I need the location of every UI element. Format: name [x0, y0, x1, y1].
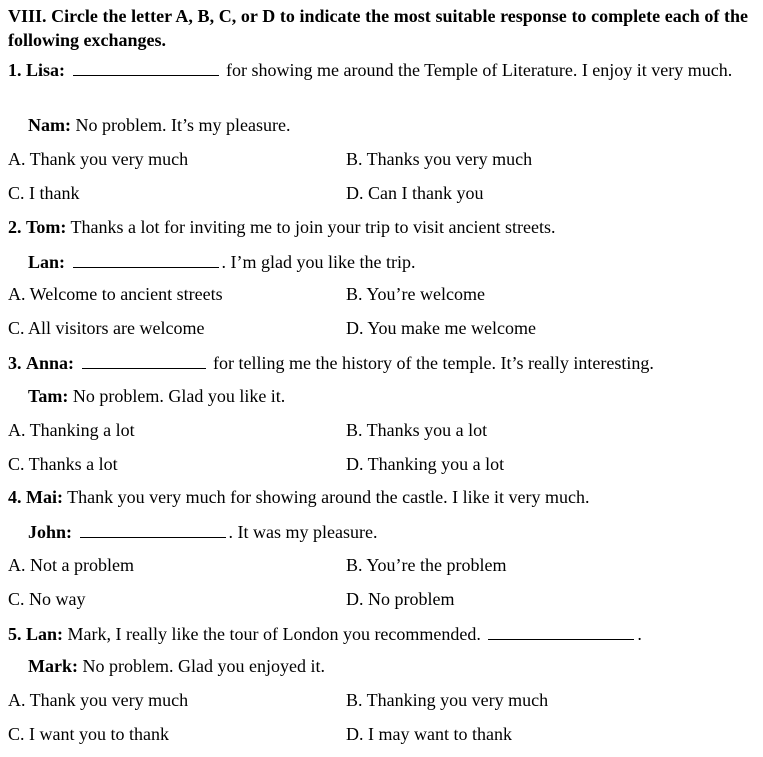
speaker-name: Lisa: — [26, 60, 66, 80]
option-b[interactable]: B. Thanks you a lot — [346, 420, 488, 440]
option-d[interactable]: D. You make me welcome — [346, 318, 536, 338]
prompt-text: for showing me around the Temple of Literature. I enjoy it very much. — [226, 60, 733, 80]
option-b[interactable]: B. Thanking you very much — [346, 690, 549, 710]
option-d[interactable]: D. No problem — [346, 589, 455, 609]
reply-text: . I’m glad you like the trip. — [221, 252, 416, 272]
question-5-prompt — [8, 623, 642, 646]
question-number: 2. — [8, 217, 22, 237]
option-d[interactable]: D. Thanking you a lot — [346, 454, 505, 474]
option-c[interactable]: C. I thank — [8, 183, 80, 203]
question-1-reply — [28, 115, 290, 137]
prompt-text: Thank you very much for showing around the castle. I like it very much. — [67, 487, 590, 507]
question-number: 3. — [8, 353, 22, 373]
question-3-prompt — [8, 352, 654, 375]
question-2-prompt — [8, 217, 555, 239]
speaker-name: Tom: — [26, 217, 67, 237]
reply-text: No problem. It’s my pleasure. — [75, 115, 291, 135]
prompt-end: . — [637, 624, 642, 644]
option-c[interactable]: C. All visitors are welcome — [8, 318, 205, 338]
speaker-name: Mark: — [28, 656, 78, 676]
option-c[interactable]: C. Thanks a lot — [8, 454, 118, 474]
question-1-prompt — [8, 58, 748, 82]
option-d[interactable]: D. Can I thank you — [346, 183, 484, 203]
question-number: 1. — [8, 60, 22, 80]
reply-text: No problem. Glad you like it. — [72, 386, 286, 406]
option-d[interactable]: D. I may want to thank — [346, 724, 512, 744]
option-b[interactable]: B. Thanks you very much — [346, 149, 533, 169]
option-a[interactable]: A. Welcome to ancient streets — [8, 284, 223, 304]
speaker-name: Tam: — [28, 386, 69, 406]
prompt-text: Mark, I really like the tour of London you recommended. — [67, 624, 481, 644]
question-4-prompt — [8, 487, 590, 509]
option-a[interactable]: A. Thank you very much — [8, 149, 189, 169]
option-a[interactable]: A. Thanking a lot — [8, 420, 135, 440]
prompt-text: for telling me the history of the temple. It’s really interesting. — [213, 353, 654, 373]
exercise-instructions: VIII. Circle the letter A, B, C, or D to indicate the most suitable response to complete each of the following exchanges. — [8, 6, 748, 50]
option-c[interactable]: C. No way — [8, 589, 86, 609]
speaker-name: Lan: — [26, 624, 64, 644]
reply-text: . It was my pleasure. — [228, 522, 378, 542]
answer-blank[interactable] — [73, 59, 219, 76]
answer-blank[interactable] — [82, 352, 206, 369]
speaker-name: Lan: — [28, 252, 66, 272]
question-5-reply — [28, 656, 325, 678]
option-a[interactable]: A. Thank you very much — [8, 690, 189, 710]
option-b[interactable]: B. You’re the problem — [346, 555, 507, 575]
answer-blank[interactable] — [488, 623, 634, 640]
question-4-reply — [28, 521, 377, 544]
prompt-text: Thanks a lot for inviting me to join your trip to visit ancient streets. — [70, 217, 556, 237]
question-3-reply — [28, 386, 285, 408]
reply-text: No problem. Glad you enjoyed it. — [82, 656, 325, 676]
question-number: 4. — [8, 487, 22, 507]
option-c[interactable]: C. I want you to thank — [8, 724, 169, 744]
question-2-reply — [28, 251, 415, 274]
answer-blank[interactable] — [80, 521, 226, 538]
answer-blank[interactable] — [73, 251, 219, 268]
question-number: 5. — [8, 624, 22, 644]
speaker-name: Mai: — [26, 487, 63, 507]
speaker-name: Anna: — [26, 353, 75, 373]
option-a[interactable]: A. Not a problem — [8, 555, 134, 575]
option-b[interactable]: B. You’re welcome — [346, 284, 485, 304]
speaker-name: Nam: — [28, 115, 71, 135]
speaker-name: John: — [28, 522, 73, 542]
